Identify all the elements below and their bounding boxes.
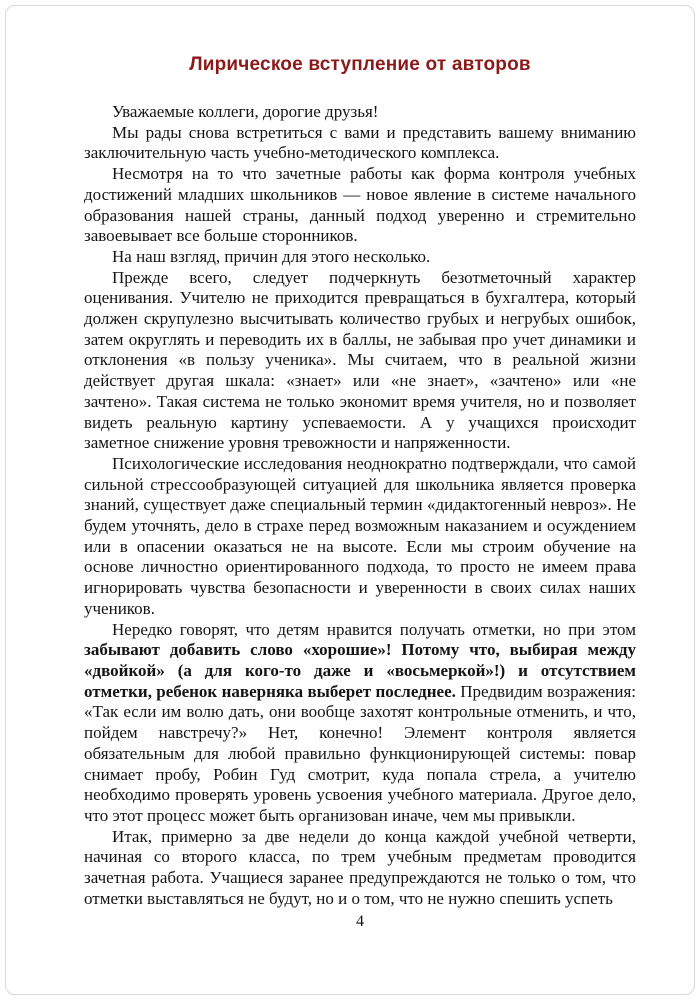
paragraph-text: Нередко говорят, что детям нравится получать отметки, но при этом	[112, 619, 636, 639]
paragraph	[84, 247, 636, 268]
paragraph-text: Прежде всего, следует подчеркнуть безотметочный характер оценивания. Учителю не приходится превращаться в бухгалтера, который должен скрупулезно высчитывать количество грубых и негрубых ошибок, затем округлять и переводить их в баллы, не забывая про учет динамики и отклонения «в пользу ученика». Мы считаем, что в реальной жизни действует другая шкала: «знает» или «не знает», «зачтено» или «не зачтено». Такая система не только экономит время учителя, но и позволяет видеть реальную картину успеваемости. А у учащихся происходит заметное снижение уровня тревожности и напряженности.	[84, 267, 636, 453]
page-title: Лирическое вступление от авторов	[189, 54, 531, 75]
paragraph	[84, 620, 636, 827]
page-number: 4	[356, 913, 364, 930]
paragraph-text-bold: забывают добавить слово «хорошие»! Потому что, выбирая между «двойкой» (а для кого-то даже и «восьмеркой»!) и отсутствием отметки, ребенок наверняка выберет последнее.	[84, 640, 636, 701]
paragraph-text: Предвидим возражения: «Так если им волю дать, они вообще захотят контрольные отменить, и что, пойдем навстречу?» Нет, конечно! Элемент контроля является обязательным для любой правильно функционирующей системы: повар снимает пробу, Робин Гуд смотрит, куда попала стрела, а учителю необходимо проверять уровень усвоения учебного материала. Другое дело, что этот процесс может быть организован иначе, чем мы привыкли.	[84, 681, 636, 825]
body-text	[84, 102, 636, 909]
paragraph-text: Уважаемые коллеги, дорогие друзья!	[112, 102, 379, 121]
paragraph	[84, 827, 636, 910]
paragraph	[84, 268, 636, 454]
paragraph-text: На наш взгляд, причин для этого несколько.	[112, 246, 431, 266]
paragraph-text: Итак, примерно за две недели до конца каждой учебной четверти, начиная со второго класса, по трем учебным предметам проводится зачетная работа. Учащиеся заранее предупреждаются не только о том, что отметки выставляться не будут, но и о том, что не нужно спешить успеть	[84, 826, 636, 908]
paragraph	[84, 164, 636, 247]
paragraph	[84, 454, 636, 620]
page-content	[84, 54, 636, 909]
paragraph-text: Несмотря на то что зачетные работы как форма контроля учебных достижений младших школьников — новое явление в системе начального образования нашей страны, данный подход уверенно и стремительно завоевывает все больше сторонников.	[84, 164, 636, 246]
paragraph-text: Мы рады снова встретиться с вами и представить вашему вниманию заключительную часть учебно-методического комплекса.	[84, 122, 636, 163]
paragraph	[84, 123, 636, 164]
paragraph	[84, 102, 636, 123]
paragraph-text: Психологические исследования неоднократно подтверждали, что самой сильной стрессообразующей ситуацией для школьника является проверка знаний, существует даже специальный термин «дидактогенный невроз». Не будем уточнять, дело в страхе перед возможным наказанием и осуждением или в опасении оказаться не на высоте. Если мы строим обучение на основе личностно ориентированного подхода, то просто не имеем права игнорировать чувства безопасности и уверенности в своих силах наших учеников.	[84, 453, 636, 618]
